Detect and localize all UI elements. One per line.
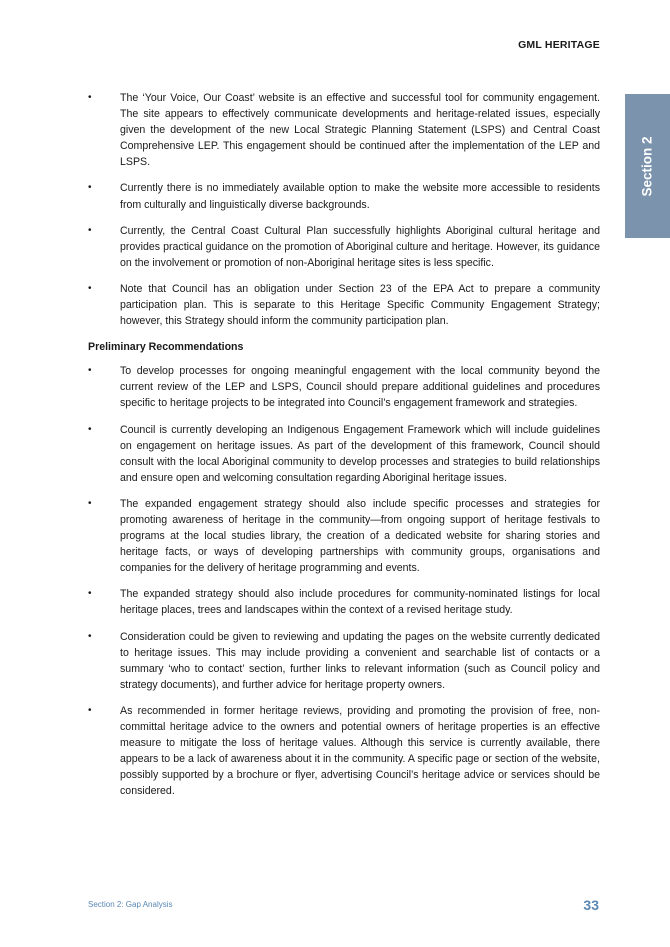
recommendations-list xyxy=(88,363,600,799)
list-item: • The expanded strategy should also include procedures for community-nominated listings for local heritage places, trees and landscapes within the context of a revised heritage study. xyxy=(88,586,600,618)
findings-list xyxy=(88,90,600,329)
footer-section-label: Section 2: Gap Analysis xyxy=(88,900,173,909)
list-item: • As recommended in former heritage reviews, providing and promoting the provision of free, non-committal heritage advice to the owners and potential owners of heritage properties is an effective measure to mitigate the loss of heritage values. Although this service is currently available, there appears to be a lack of awareness about it in the community. A specific page or section of the website, possibly supported by a brochure or flyer, advertising Council’s heritage advice or services should be considered. xyxy=(88,703,600,800)
list-item: • To develop processes for ongoing meaningful engagement with the local community beyond the current review of the LEP and LSPS, Council should prepare additional guidelines and procedures specific to heritage projects to be integrated into Council’s engagement framework and strategies. xyxy=(88,363,600,411)
recommendations-heading: Preliminary Recommendations xyxy=(88,341,244,354)
page-body xyxy=(88,90,600,809)
document-header-title: GML HERITAGE xyxy=(518,39,600,51)
list-item: • Currently, the Central Coast Cultural Plan successfully highlights Aboriginal cultural heritage and provides practical guidance on the promotion of Aboriginal culture and heritage. However, its guidance on the involvement or promotion of non-Aboriginal heritage sites is less specific. xyxy=(88,223,600,271)
page-number: 33 xyxy=(583,897,599,913)
list-item: • Council is currently developing an Indigenous Engagement Framework which will include guidelines on engagement on heritage issues. As part of the development of this framework, Council should consult with the local Aboriginal community to develop processes and strategies to build relationships and ensure open and welcoming consultation regarding Aboriginal heritage issues. xyxy=(88,422,600,486)
list-item: • Currently there is no immediately available option to make the website more accessible to residents from culturally and linguistically diverse backgrounds. xyxy=(88,180,600,212)
section-tab-label: Section 2 xyxy=(640,135,655,197)
list-item: • The ‘Your Voice, Our Coast’ website is an effective and successful tool for community engagement. The site appears to effectively communicate developments and heritage-related issues, especially given the development of the new Local Strategic Planning Statement (LSPS) and Central Coast Comprehensive LEP. This engagement should be continued after the implementation of the LEP and LSPS. xyxy=(88,90,600,170)
list-item: • Consideration could be given to reviewing and updating the pages on the website currently dedicated to heritage issues. This may include providing a convenient and searchable list of contacts or a summary ‘who to contact’ section, further links to relevant information (such as Council policy and strategy documents), and further advice for heritage property owners. xyxy=(88,629,600,693)
list-item: • Note that Council has an obligation under Section 23 of the EPA Act to prepare a community participation plan. This is separate to this Heritage Specific Community Engagement Strategy; however, this Strategy should inform the community participation plan. xyxy=(88,281,600,329)
section-tab xyxy=(625,94,670,238)
list-item: • The expanded engagement strategy should also include specific processes and strategies for promoting awareness of heritage in the community—from ongoing support of heritage festivals to programs at the local studies library, the creation of a dedicated website for sharing stories and heritage facts, or ways of developing partnerships with community groups, organisations and companies for the delivery of heritage programming and events. xyxy=(88,496,600,576)
